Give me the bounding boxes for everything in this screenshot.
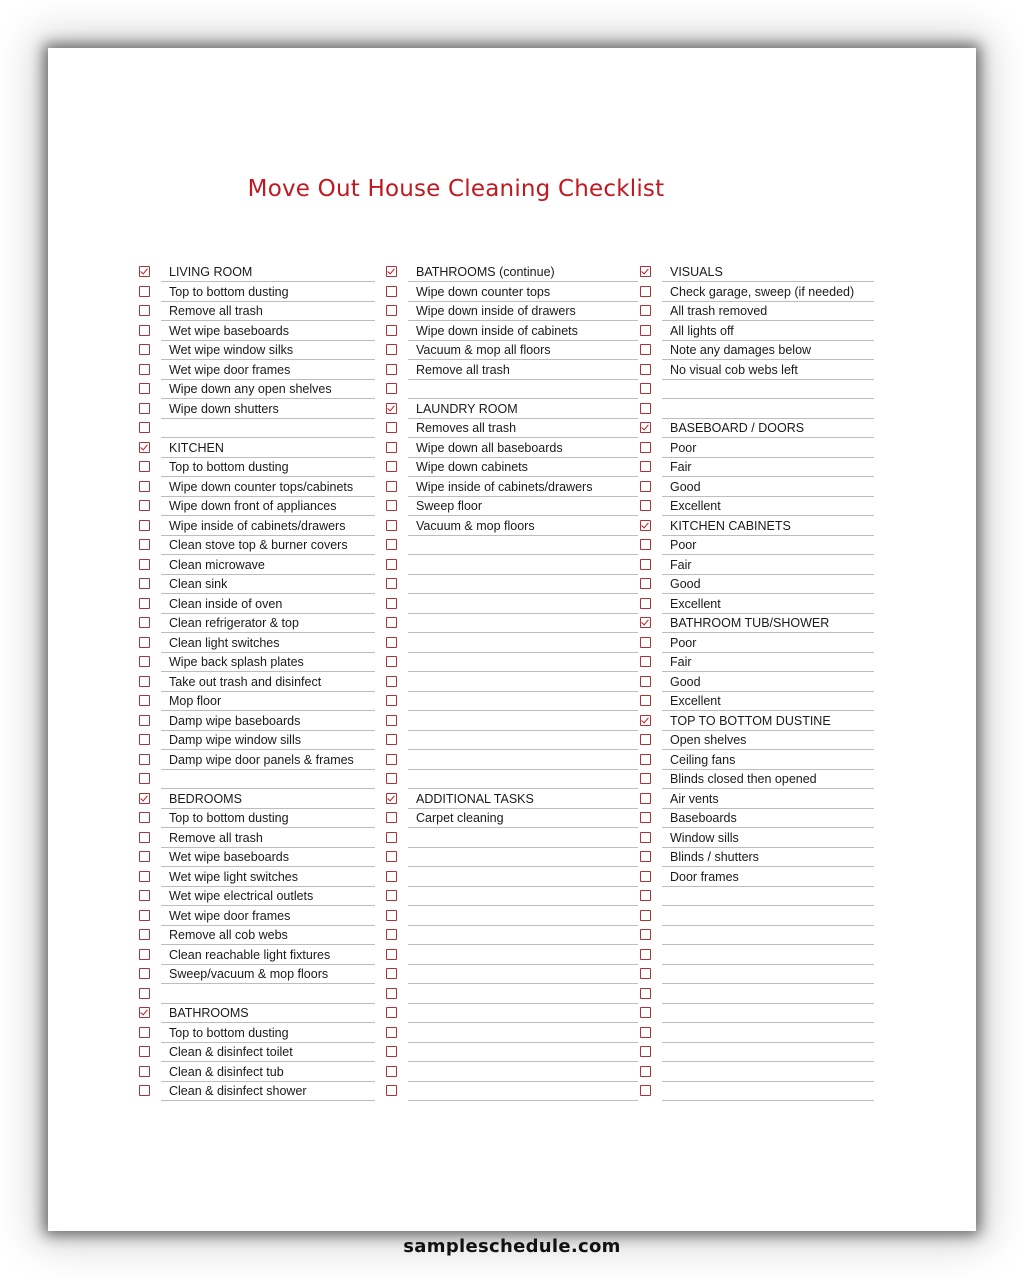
checkbox-icon[interactable] xyxy=(640,598,651,609)
checkbox-icon[interactable] xyxy=(386,578,397,589)
item-label: Wipe inside of cabinets/drawers xyxy=(408,478,638,497)
checkbox-icon[interactable] xyxy=(640,1085,651,1096)
checkbox-icon[interactable] xyxy=(386,598,397,609)
item-label: Check garage, sweep (if needed) xyxy=(662,283,874,302)
item-label xyxy=(408,634,638,653)
item-label: Blinds closed then opened xyxy=(662,770,874,789)
checkbox-icon[interactable] xyxy=(386,676,397,687)
item-label: No visual cob webs left xyxy=(662,361,874,380)
item-label xyxy=(408,614,638,633)
section-label: VISUALS xyxy=(662,263,874,282)
checkbox-icon[interactable] xyxy=(640,812,651,823)
checkbox-icon[interactable] xyxy=(139,871,150,882)
checkbox-icon[interactable] xyxy=(386,539,397,550)
checkbox-icon[interactable] xyxy=(386,637,397,648)
checkbox-icon[interactable] xyxy=(139,559,150,570)
item-label xyxy=(161,985,375,1004)
checked-checkbox-icon[interactable] xyxy=(386,266,397,277)
checkbox-icon[interactable] xyxy=(386,773,397,784)
checkbox-icon[interactable] xyxy=(139,539,150,550)
checkbox-icon[interactable] xyxy=(139,988,150,999)
checkbox-icon[interactable] xyxy=(640,637,651,648)
item-label: Window sills xyxy=(662,829,874,848)
checkbox-icon[interactable] xyxy=(640,890,651,901)
checkbox-icon[interactable] xyxy=(139,1046,150,1057)
item-label xyxy=(662,1004,874,1023)
checkbox-icon[interactable] xyxy=(139,598,150,609)
checkbox-icon[interactable] xyxy=(386,305,397,316)
item-label: Excellent xyxy=(662,595,874,614)
item-label xyxy=(408,536,638,555)
item-label: Wipe down inside of drawers xyxy=(408,302,638,321)
item-label: Fair xyxy=(662,458,874,477)
item-label: Wipe down counter tops/cabinets xyxy=(161,478,375,497)
checkbox-icon[interactable] xyxy=(386,1066,397,1077)
item-label: Wipe down cabinets xyxy=(408,458,638,477)
item-label xyxy=(408,985,638,1004)
checkbox-icon[interactable] xyxy=(386,929,397,940)
item-label: Air vents xyxy=(662,790,874,809)
item-label: Damp wipe door panels & frames xyxy=(161,751,375,770)
item-label: Wipe down inside of cabinets xyxy=(408,322,638,341)
item-label xyxy=(662,946,874,965)
checkbox-icon[interactable] xyxy=(640,929,651,940)
item-label: Wipe down any open shelves xyxy=(161,380,375,399)
checkbox-icon[interactable] xyxy=(139,637,150,648)
checkbox-icon[interactable] xyxy=(139,715,150,726)
checkbox-icon[interactable] xyxy=(640,695,651,706)
item-label xyxy=(662,1063,874,1082)
item-label: Clean refrigerator & top xyxy=(161,614,375,633)
item-label xyxy=(408,926,638,945)
checkbox-icon[interactable] xyxy=(139,910,150,921)
checkbox-icon[interactable] xyxy=(640,910,651,921)
checkbox-icon[interactable] xyxy=(139,929,150,940)
checkbox-icon[interactable] xyxy=(386,461,397,472)
checkbox-icon[interactable] xyxy=(640,1007,651,1018)
checkbox-icon[interactable] xyxy=(640,988,651,999)
item-label xyxy=(408,575,638,594)
checkbox-icon[interactable] xyxy=(640,286,651,297)
checkbox-icon[interactable] xyxy=(640,1046,651,1057)
checkbox-icon[interactable] xyxy=(640,500,651,511)
checkbox-icon[interactable] xyxy=(386,968,397,979)
checked-checkbox-icon[interactable] xyxy=(640,422,651,433)
item-label: Remove all trash xyxy=(161,829,375,848)
item-label xyxy=(408,829,638,848)
item-label: Clean stove top & burner covers xyxy=(161,536,375,555)
item-label xyxy=(408,965,638,984)
checkbox-icon[interactable] xyxy=(386,1007,397,1018)
checked-checkbox-icon[interactable] xyxy=(640,617,651,628)
checkbox-icon[interactable] xyxy=(386,949,397,960)
checkbox-icon[interactable] xyxy=(386,715,397,726)
item-label xyxy=(662,1024,874,1043)
item-label: Wet wipe baseboards xyxy=(161,848,375,867)
item-label: Vacuum & mop floors xyxy=(408,517,638,536)
item-label: Door frames xyxy=(662,868,874,887)
item-label: Good xyxy=(662,673,874,692)
checkbox-icon[interactable] xyxy=(386,500,397,511)
item-label xyxy=(408,751,638,770)
item-label: Excellent xyxy=(662,692,874,711)
checkbox-icon[interactable] xyxy=(386,695,397,706)
item-label xyxy=(408,673,638,692)
checkbox-icon[interactable] xyxy=(386,1046,397,1057)
item-label: Damp wipe window sills xyxy=(161,731,375,750)
item-label: Wipe down shutters xyxy=(161,400,375,419)
checkbox-icon[interactable] xyxy=(139,481,150,492)
item-label: Clean sink xyxy=(161,575,375,594)
checkbox-icon[interactable] xyxy=(386,832,397,843)
item-label: Top to bottom dusting xyxy=(161,458,375,477)
item-label: Carpet cleaning xyxy=(408,809,638,828)
item-label: Take out trash and disinfect xyxy=(161,673,375,692)
item-label: Wipe down front of appliances xyxy=(161,497,375,516)
checkbox-icon[interactable] xyxy=(386,286,397,297)
checkbox-icon[interactable] xyxy=(139,812,150,823)
item-label xyxy=(662,965,874,984)
checkbox-icon[interactable] xyxy=(386,1085,397,1096)
checked-checkbox-icon[interactable] xyxy=(139,793,150,804)
checkbox-icon[interactable] xyxy=(386,422,397,433)
checkbox-icon[interactable] xyxy=(139,422,150,433)
checkbox-icon[interactable] xyxy=(640,559,651,570)
item-label: Ceiling fans xyxy=(662,751,874,770)
item-label xyxy=(408,380,638,399)
item-label: Clean microwave xyxy=(161,556,375,575)
checkbox-icon[interactable] xyxy=(386,1027,397,1038)
checkbox-icon[interactable] xyxy=(640,481,651,492)
checkbox-icon[interactable] xyxy=(386,812,397,823)
checkbox-icon[interactable] xyxy=(139,676,150,687)
checkbox-icon[interactable] xyxy=(139,832,150,843)
item-label: Fair xyxy=(662,653,874,672)
section-label: BATHROOMS xyxy=(161,1004,375,1023)
item-label: Remove all trash xyxy=(408,361,638,380)
checkbox-icon[interactable] xyxy=(139,1027,150,1038)
checkbox-icon[interactable] xyxy=(640,773,651,784)
checkbox-icon[interactable] xyxy=(139,344,150,355)
site-watermark: sampleschedule.com xyxy=(403,1236,621,1257)
checkbox-icon[interactable] xyxy=(139,890,150,901)
item-label xyxy=(408,946,638,965)
section-label: TOP TO BOTTOM DUSTINE xyxy=(662,712,874,731)
checkbox-icon[interactable] xyxy=(139,968,150,979)
checkbox-icon[interactable] xyxy=(640,754,651,765)
checkbox-icon[interactable] xyxy=(139,383,150,394)
checkbox-icon[interactable] xyxy=(640,403,651,414)
item-label xyxy=(662,887,874,906)
item-label: Fair xyxy=(662,556,874,575)
checkbox-icon[interactable] xyxy=(386,890,397,901)
checkbox-icon[interactable] xyxy=(386,910,397,921)
checkbox-icon[interactable] xyxy=(640,656,651,667)
item-label xyxy=(662,1082,874,1101)
item-label: Good xyxy=(662,575,874,594)
checkbox-icon[interactable] xyxy=(640,383,651,394)
checkbox-icon[interactable] xyxy=(139,500,150,511)
item-label: Excellent xyxy=(662,497,874,516)
item-label: Remove all trash xyxy=(161,302,375,321)
item-label: Blinds / shutters xyxy=(662,848,874,867)
item-label: Note any damages below xyxy=(662,341,874,360)
checkbox-icon[interactable] xyxy=(386,617,397,628)
item-label: Clean inside of oven xyxy=(161,595,375,614)
item-label: Clean reachable light fixtures xyxy=(161,946,375,965)
section-label: KITCHEN xyxy=(161,439,375,458)
checkbox-icon[interactable] xyxy=(640,305,651,316)
item-label: Open shelves xyxy=(662,731,874,750)
checkbox-icon[interactable] xyxy=(640,578,651,589)
item-label: Clean & disinfect shower xyxy=(161,1082,375,1101)
checkbox-icon[interactable] xyxy=(640,734,651,745)
item-label xyxy=(662,400,874,419)
item-label: Clean & disinfect tub xyxy=(161,1063,375,1082)
checkbox-icon[interactable] xyxy=(386,988,397,999)
checked-checkbox-icon[interactable] xyxy=(386,403,397,414)
item-label: Wipe down all baseboards xyxy=(408,439,638,458)
item-label xyxy=(161,770,375,789)
page-title: Move Out House Cleaning Checklist xyxy=(247,176,665,202)
checkbox-icon[interactable] xyxy=(386,364,397,375)
item-label xyxy=(408,1043,638,1062)
checkbox-icon[interactable] xyxy=(640,325,651,336)
item-label xyxy=(408,868,638,887)
checkbox-icon[interactable] xyxy=(139,403,150,414)
checkbox-icon[interactable] xyxy=(386,481,397,492)
item-label: Remove all cob webs xyxy=(161,926,375,945)
item-label: Clean & disinfect toilet xyxy=(161,1043,375,1062)
item-label: Removes all trash xyxy=(408,419,638,438)
section-label: ADDITIONAL TASKS xyxy=(408,790,638,809)
item-label: Top to bottom dusting xyxy=(161,283,375,302)
item-label xyxy=(408,1082,638,1101)
checkbox-icon[interactable] xyxy=(640,461,651,472)
section-label: LIVING ROOM xyxy=(161,263,375,282)
item-label xyxy=(408,595,638,614)
item-label: Wet wipe light switches xyxy=(161,868,375,887)
section-label: BASEBOARD / DOORS xyxy=(662,419,874,438)
checkbox-icon[interactable] xyxy=(386,734,397,745)
checkbox-icon[interactable] xyxy=(386,383,397,394)
section-label: BEDROOMS xyxy=(161,790,375,809)
checkbox-icon[interactable] xyxy=(640,1027,651,1038)
item-label xyxy=(662,926,874,945)
checkbox-icon[interactable] xyxy=(139,734,150,745)
checked-checkbox-icon[interactable] xyxy=(139,266,150,277)
checkbox-icon[interactable] xyxy=(139,578,150,589)
checkbox-icon[interactable] xyxy=(386,656,397,667)
item-label xyxy=(408,556,638,575)
checkbox-icon[interactable] xyxy=(386,344,397,355)
item-label: Sweep floor xyxy=(408,497,638,516)
item-label: Poor xyxy=(662,536,874,555)
checkbox-icon[interactable] xyxy=(386,520,397,531)
item-label xyxy=(408,692,638,711)
item-label xyxy=(662,380,874,399)
item-label: All lights off xyxy=(662,322,874,341)
checked-checkbox-icon[interactable] xyxy=(139,442,150,453)
item-label: Baseboards xyxy=(662,809,874,828)
item-label xyxy=(408,731,638,750)
checkbox-icon[interactable] xyxy=(640,344,651,355)
checkbox-icon[interactable] xyxy=(386,442,397,453)
checkbox-icon[interactable] xyxy=(139,773,150,784)
item-label xyxy=(408,1024,638,1043)
item-label xyxy=(662,985,874,1004)
item-label: Mop floor xyxy=(161,692,375,711)
checkbox-icon[interactable] xyxy=(386,559,397,570)
item-label: All trash removed xyxy=(662,302,874,321)
item-label xyxy=(408,1004,638,1023)
item-label: Wet wipe door frames xyxy=(161,907,375,926)
checked-checkbox-icon[interactable] xyxy=(386,793,397,804)
item-label xyxy=(408,770,638,789)
item-label xyxy=(161,419,375,438)
checkbox-icon[interactable] xyxy=(640,442,651,453)
checkbox-icon[interactable] xyxy=(139,695,150,706)
checkbox-icon[interactable] xyxy=(386,325,397,336)
checkbox-icon[interactable] xyxy=(139,305,150,316)
checkbox-icon[interactable] xyxy=(139,617,150,628)
checkbox-icon[interactable] xyxy=(139,949,150,960)
checked-checkbox-icon[interactable] xyxy=(640,520,651,531)
item-label: Sweep/vacuum & mop floors xyxy=(161,965,375,984)
checkbox-icon[interactable] xyxy=(640,539,651,550)
checkbox-icon[interactable] xyxy=(139,461,150,472)
item-label xyxy=(408,848,638,867)
item-label xyxy=(662,1043,874,1062)
checkbox-icon[interactable] xyxy=(386,871,397,882)
section-label: BATHROOMS (continue) xyxy=(408,263,638,282)
checkbox-icon[interactable] xyxy=(139,656,150,667)
checkbox-icon[interactable] xyxy=(139,364,150,375)
item-label: Top to bottom dusting xyxy=(161,1024,375,1043)
checkbox-icon[interactable] xyxy=(139,520,150,531)
item-label xyxy=(408,653,638,672)
item-label: Damp wipe baseboards xyxy=(161,712,375,731)
item-label: Top to bottom dusting xyxy=(161,809,375,828)
checkbox-icon[interactable] xyxy=(139,851,150,862)
checkbox-icon[interactable] xyxy=(640,949,651,960)
item-label: Poor xyxy=(662,634,874,653)
item-label: Wipe back splash plates xyxy=(161,653,375,672)
checkbox-icon[interactable] xyxy=(386,851,397,862)
checked-checkbox-icon[interactable] xyxy=(640,715,651,726)
item-label xyxy=(408,907,638,926)
checkbox-icon[interactable] xyxy=(139,325,150,336)
item-label: Wipe down counter tops xyxy=(408,283,638,302)
checkbox-icon[interactable] xyxy=(640,364,651,375)
checkbox-icon[interactable] xyxy=(640,832,651,843)
checked-checkbox-icon[interactable] xyxy=(139,1007,150,1018)
item-label: Good xyxy=(662,478,874,497)
section-label: BATHROOM TUB/SHOWER xyxy=(662,614,874,633)
checkbox-icon[interactable] xyxy=(640,793,651,804)
checkbox-icon[interactable] xyxy=(640,1066,651,1077)
checkbox-icon[interactable] xyxy=(640,851,651,862)
item-label: Clean light switches xyxy=(161,634,375,653)
section-label: LAUNDRY ROOM xyxy=(408,400,638,419)
item-label xyxy=(662,907,874,926)
checkbox-icon[interactable] xyxy=(640,968,651,979)
checkbox-icon[interactable] xyxy=(640,676,651,687)
checked-checkbox-icon[interactable] xyxy=(640,266,651,277)
item-label: Wet wipe electrical outlets xyxy=(161,887,375,906)
checkbox-icon[interactable] xyxy=(139,1066,150,1077)
item-label: Vacuum & mop all floors xyxy=(408,341,638,360)
item-label xyxy=(408,1063,638,1082)
checkbox-icon[interactable] xyxy=(386,754,397,765)
checkbox-icon[interactable] xyxy=(139,286,150,297)
checkbox-icon[interactable] xyxy=(640,871,651,882)
checkbox-icon[interactable] xyxy=(139,754,150,765)
section-label: KITCHEN CABINETS xyxy=(662,517,874,536)
item-label xyxy=(408,887,638,906)
item-label: Wipe inside of cabinets/drawers xyxy=(161,517,375,536)
item-label: Wet wipe window silks xyxy=(161,341,375,360)
item-label: Wet wipe door frames xyxy=(161,361,375,380)
item-label: Wet wipe baseboards xyxy=(161,322,375,341)
item-label: Poor xyxy=(662,439,874,458)
item-label xyxy=(408,712,638,731)
checkbox-icon[interactable] xyxy=(139,1085,150,1096)
